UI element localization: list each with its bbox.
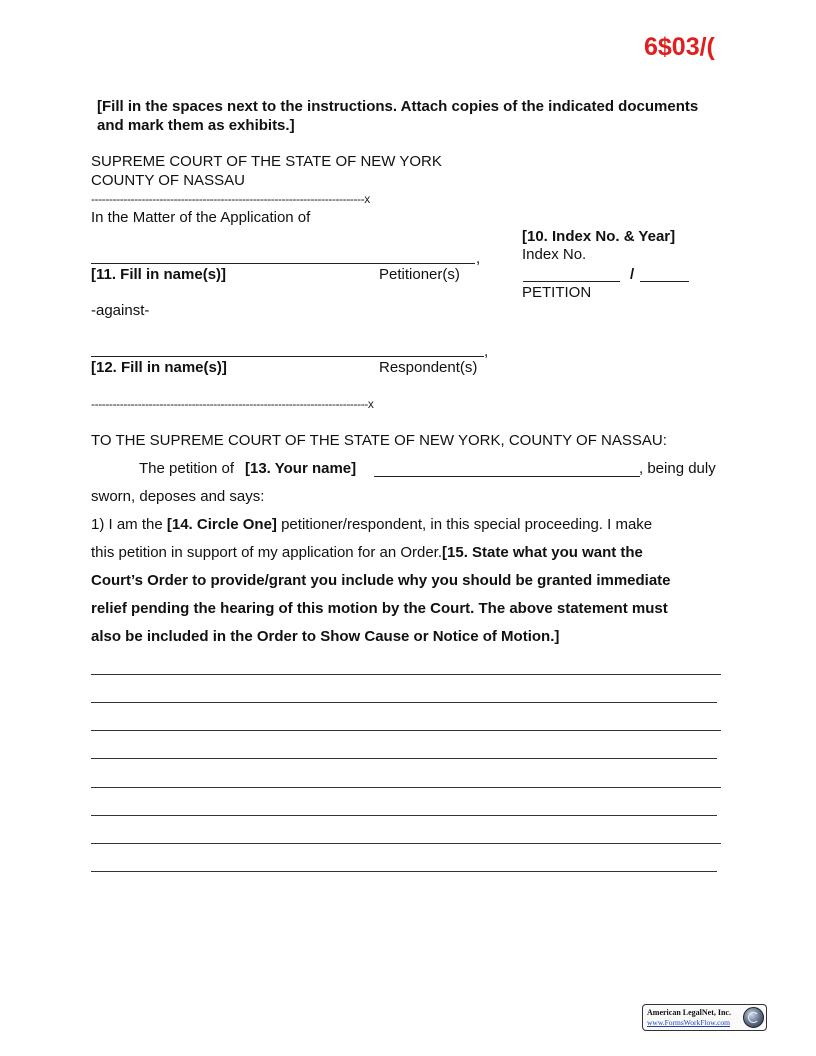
- caption-divider-bottom: -----------------------------------------------------------------------------x: [91, 397, 374, 411]
- county-name: COUNTY OF NASSAU: [91, 172, 245, 189]
- instructions-line-1: [Fill in the spaces next to the instructions. Attach copies of the indicated documents: [97, 98, 699, 115]
- writing-line-2[interactable]: [91, 702, 717, 703]
- respondent-name-line[interactable]: [91, 356, 484, 357]
- your-name-instruction: [13. Your name]: [245, 460, 357, 477]
- globe-icon: [743, 1007, 764, 1028]
- paragraph-1-rest: petitioner/respondent, in this special proceeding. I make: [281, 516, 653, 533]
- writing-line-3[interactable]: [91, 730, 721, 731]
- to-court-heading: TO THE SUPREME COURT OF THE STATE OF NEW YORK, COUNTY OF NASSAU:: [91, 432, 667, 449]
- index-label: Index No.: [522, 246, 587, 263]
- legalnet-logo[interactable]: [642, 1004, 767, 1031]
- order-instruction-line-2: Court’s Order to provide/grant you include why you should be granted immediate: [91, 572, 671, 589]
- logo-url-link[interactable]: www.FormsWorkFlow.com: [647, 1018, 731, 1027]
- index-number-line[interactable]: [523, 281, 620, 282]
- paragraph-2: [91, 544, 643, 561]
- index-year-line[interactable]: [640, 281, 689, 282]
- writing-line-7[interactable]: [91, 843, 721, 844]
- court-name: SUPREME COURT OF THE STATE OF NEW YORK: [91, 153, 442, 170]
- respondent-instruction: [12. Fill in name(s)]: [91, 359, 227, 376]
- order-instruction-start: [15. State what you want the: [442, 544, 643, 561]
- petition-of-label: The petition of: [139, 460, 235, 477]
- respondent-comma: ,: [484, 343, 489, 360]
- petitioner-name-line[interactable]: [91, 263, 475, 264]
- paragraph-1-start: 1) I am the: [91, 516, 163, 533]
- logo-company-name: American LegalNet, Inc.: [647, 1008, 731, 1017]
- against-label: -against-: [91, 302, 150, 319]
- caption-divider-top: ----------------------------------------------------------------------------x: [91, 192, 370, 206]
- writing-line-1[interactable]: [91, 674, 721, 675]
- your-name-line[interactable]: [374, 476, 640, 477]
- sample-watermark: 6$03/(: [644, 33, 715, 61]
- order-instruction-line-4: also be included in the Order to Show Cause or Notice of Motion.]: [91, 628, 560, 645]
- index-slash: /: [630, 266, 635, 283]
- petitioner-comma: ,: [476, 250, 481, 267]
- instructions-line-2: and mark them as exhibits.]: [97, 117, 295, 134]
- writing-line-5[interactable]: [91, 787, 721, 788]
- petitioner-instruction: [11. Fill in name(s)]: [91, 266, 227, 283]
- writing-line-6[interactable]: [91, 815, 717, 816]
- paragraph-2-start: this petition in support of my application for an Order.: [91, 544, 443, 561]
- paragraph-1: [91, 516, 652, 533]
- document-type: PETITION: [522, 284, 592, 301]
- sworn-text: sworn, deposes and says:: [91, 488, 265, 505]
- matter-of-label: In the Matter of the Application of: [91, 209, 311, 226]
- respondent-label: Respondent(s): [379, 359, 478, 376]
- writing-line-8[interactable]: [91, 871, 717, 872]
- order-instruction-line-3: relief pending the hearing of this motion by the Court. The above statement must: [91, 600, 668, 617]
- petitioner-label: Petitioner(s): [379, 266, 460, 283]
- writing-line-4[interactable]: [91, 758, 717, 759]
- circle-one-instruction: [14. Circle One]: [166, 516, 277, 533]
- index-instruction: [10. Index No. & Year]: [522, 228, 676, 245]
- being-duly-text: , being duly: [639, 460, 716, 477]
